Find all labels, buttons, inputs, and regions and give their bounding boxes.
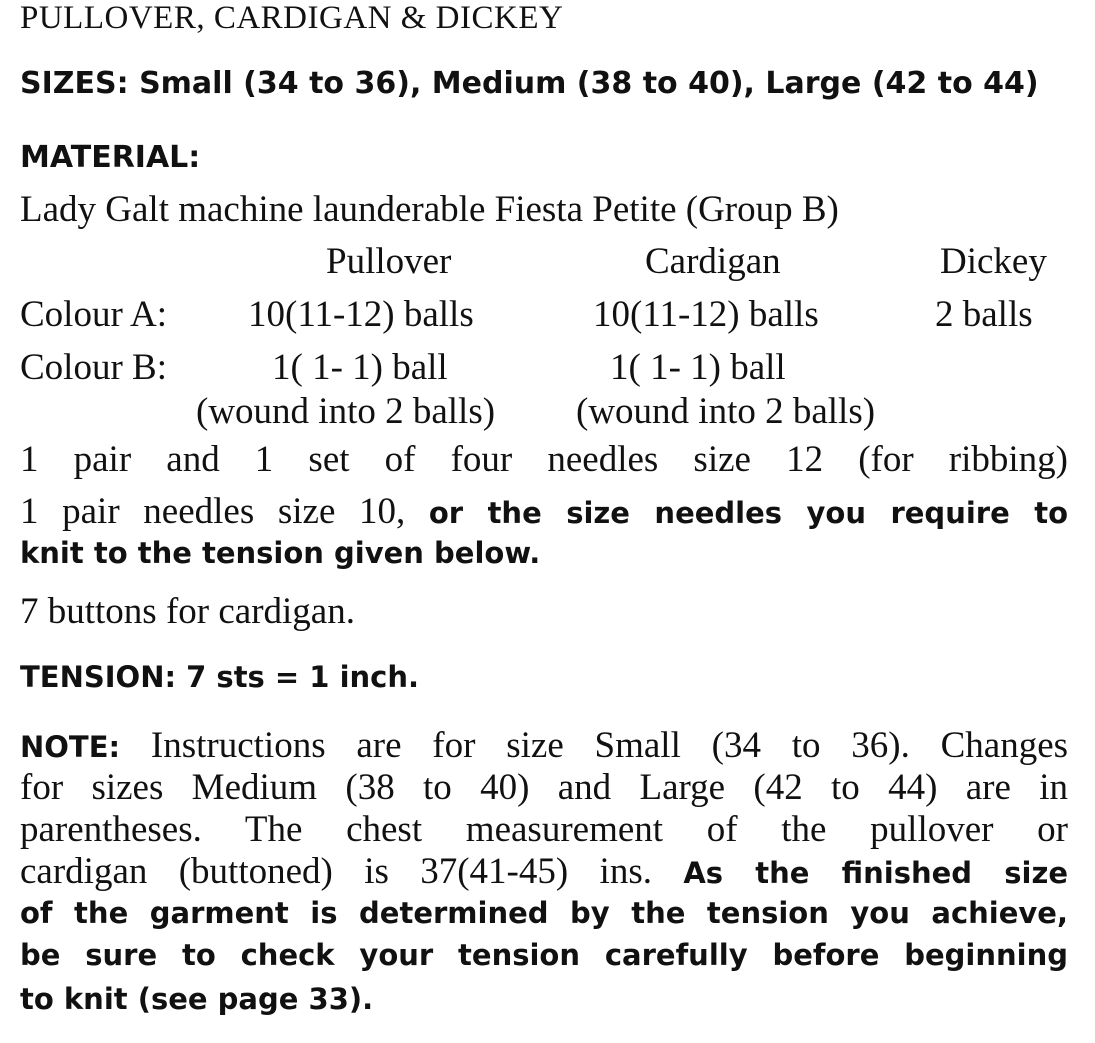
colour-a-cardigan: 10(11-12) balls [593,294,819,335]
column-header-dickey: Dickey [940,241,1047,282]
note-line-1 [20,724,1068,767]
note-line-4-regular: cardigan (buttoned) is 37(41-45) ins. [20,851,652,892]
note-line-7: to knit (see page 33). [20,982,374,1016]
material-heading: MATERIAL: [20,140,201,175]
row-label-colour-a: Colour A: [20,294,167,335]
needles-line-1: 1 pair and 1 set of four needles size 12 (for ribbing) [20,439,1068,480]
note-line-2: for sizes Medium (38 to 40) and Large (42 to 44) are in [20,767,1068,808]
note-line-5: of the garment is determined by the tension you achieve, [20,896,1068,930]
note-line-1-text: Instructions are for size Small (34 to 36). Changes [150,725,1069,766]
note-line-4 [20,850,1068,893]
sizes-line: SIZES: Small (34 to 36), Medium (38 to 40), Large (42 to 44) [20,66,1039,101]
colour-b-pullover: 1( 1- 1) ball [272,347,448,388]
note-line-6: be sure to check your tension carefully before beginning [20,938,1068,972]
colour-a-dickey: 2 balls [935,294,1033,335]
wound-note-pullover: (wound into 2 balls) [196,391,496,432]
colour-b-cardigan: 1( 1- 1) ball [610,347,786,388]
colour-a-pullover: 10(11-12) balls [248,294,474,335]
note-label: NOTE: [20,730,121,764]
note-line-4-bold: As the finished size [683,856,1068,890]
wound-note-cardigan: (wound into 2 balls) [576,391,876,432]
needles-line-2 [20,490,1068,533]
column-header-pullover: Pullover [326,241,452,282]
note-line-3: parentheses. The chest measurement of the pullover or [20,809,1068,850]
needles-line-2-bold: or the size needles you require to [428,496,1068,530]
buttons-line: 7 buttons for cardigan. [20,591,355,632]
column-header-cardigan: Cardigan [645,241,781,282]
needles-line-2-regular: 1 pair needles size 10, [20,491,406,532]
needles-line-3: knit to the tension given below. [20,536,541,570]
yarn-description: Lady Galt machine launderable Fiesta Petite (Group B) [20,189,839,230]
pattern-title: PULLOVER, CARDIGAN & DICKEY [20,0,564,36]
tension-line: TENSION: 7 sts = 1 inch. [20,660,420,694]
row-label-colour-b: Colour B: [20,347,167,388]
